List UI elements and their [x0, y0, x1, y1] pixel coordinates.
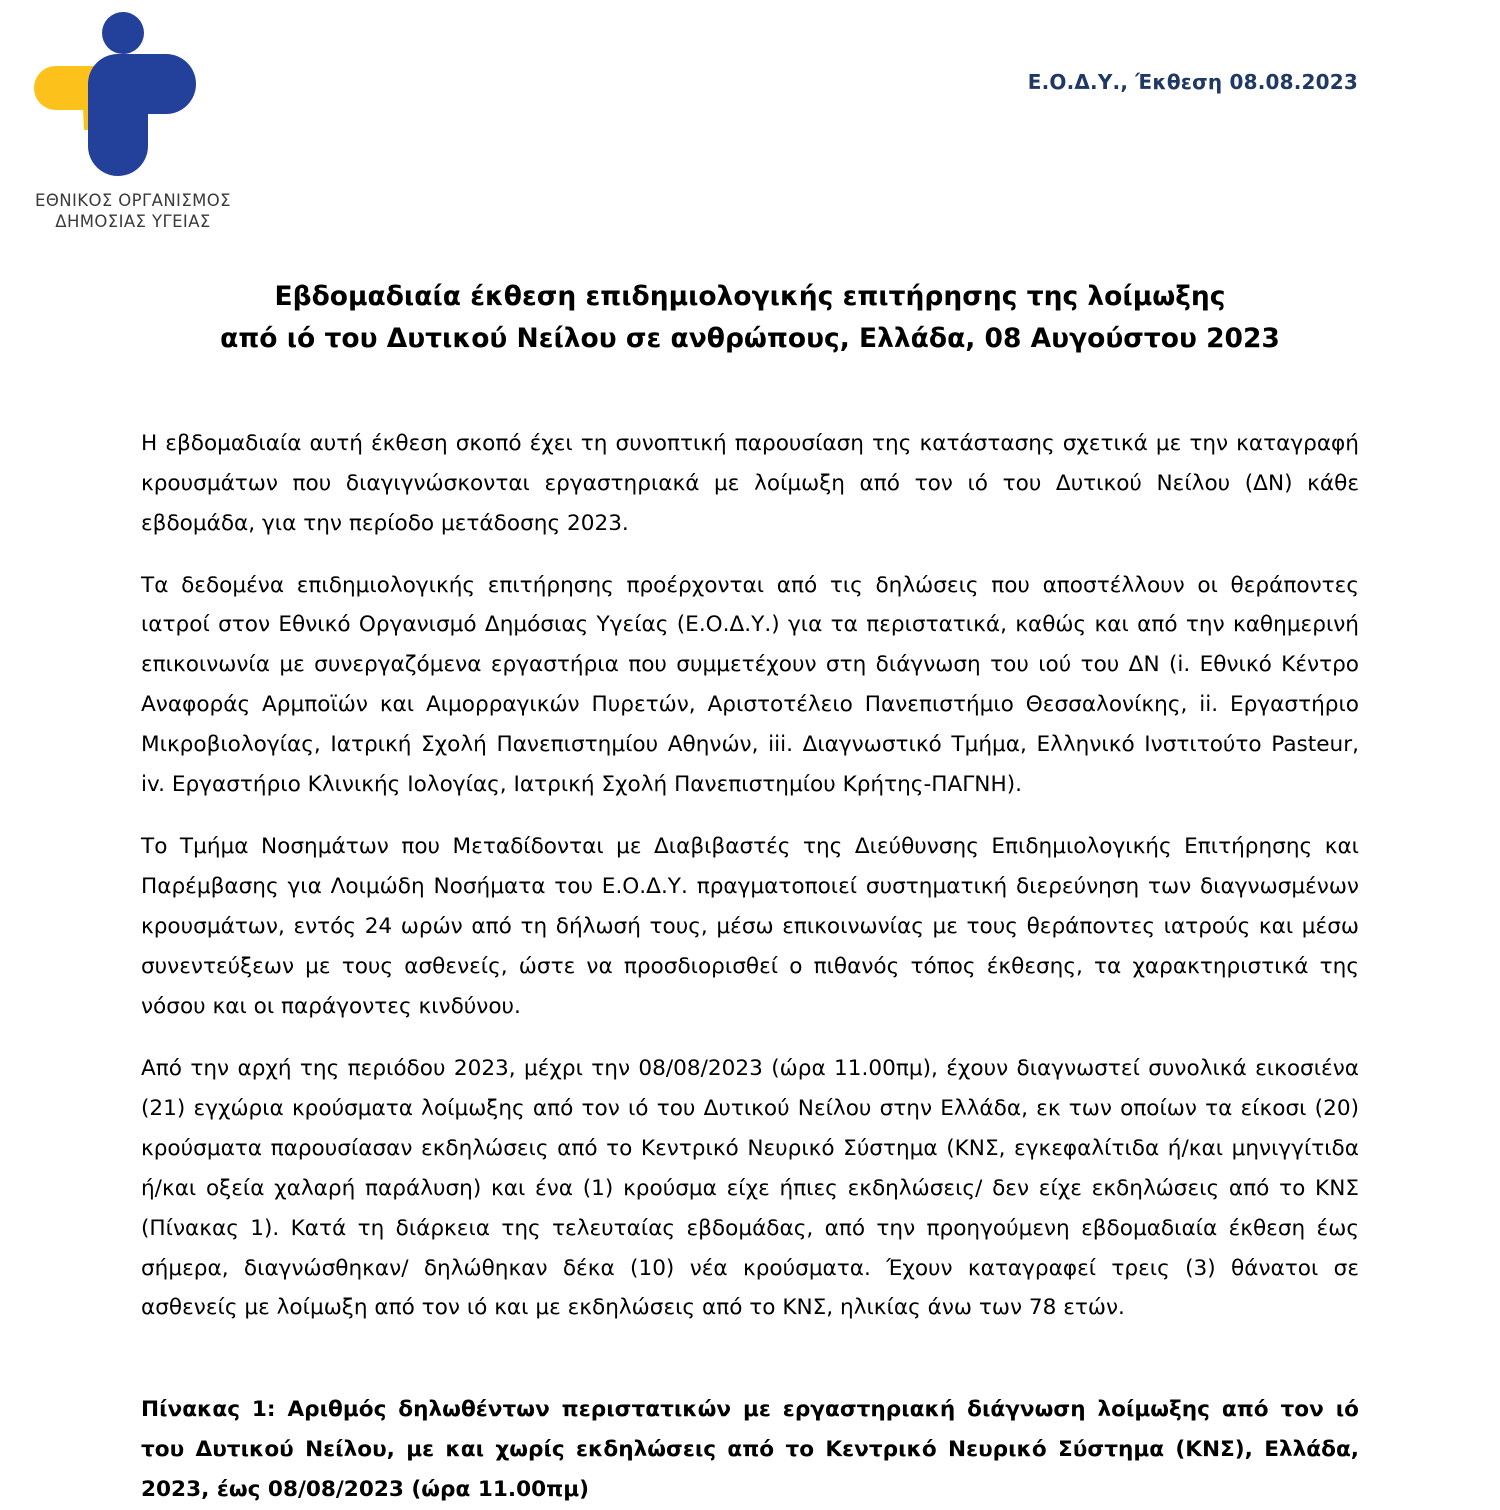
logo-organization-line2: ΔΗΜΟΣΙΑΣ ΥΓΕΙΑΣ	[55, 212, 211, 232]
eody-logo	[8, 8, 308, 258]
table-1-caption: Πίνακας 1: Αριθμός δηλωθέντων περιστατικών με εργαστηριακή διάγνωση λοίμωξης από τον ιό του Δυτικού Νείλου, με και χωρίς εκδηλώσεις από το Κεντρικό Νευρικό Σύστημα (ΚΝΣ), Ελλάδα, 2023, έως 08/08/2023 (ώρα 11.00πμ)	[141, 1397, 1359, 1503]
paragraph-case-summary: Από την αρχή της περιόδου 2023, μέχρι την 08/08/2023 (ώρα 11.00πμ), έχουν διαγνωστεί συνολικά εικοσιένα (21) εγχώρια κρούσματα λοίμωξης από τον ιό του Δυτικού Νείλου στην Ελλάδα, εκ των οποίων τα είκοσι (20) κρούσματα παρουσίασαν εκδηλώσεις από το Κεντρικό Νευρικό Σύστημα (ΚΝΣ, εγκεφαλίτιδα ή/και μηνιγγίτιδα ή/και οξεία χαλαρή παράλυση) και ένα (1) κρούσμα είχε ήπιες εκδηλώσεις/ δεν είχε εκδηλώσεις από το ΚΝΣ (Πίνακας 1). Κατά τη διάρκεια της τελευταίας εβδομάδας, από την προηγούμενη εβδομαδιαία έκθεση έως σήμερα, διαγνώσθηκαν/ δηλώθηκαν δέκα (10) νέα κρούσματα. Έχουν καταγραφεί τρεις (3) θάνατοι σε ασθενείς με λοίμωξη από τον ιό και με εκδηλώσεις από το ΚΝΣ, ηλικίας άνω των 78 ετών.	[141, 1055, 1359, 1321]
eody-logo-icon	[26, 8, 266, 188]
logo-organization-name	[8, 190, 258, 233]
paragraph-data-sources: Τα δεδομένα επιδημιολογικής επιτήρησης προέρχονται από τις δηλώσεις που αποστέλλουν οι θεράποντες ιατροί στον Εθνικό Οργανισμό Δημόσιας Υγείας (Ε.Ο.Δ.Υ.) για τα περιστατικά, καθώς και από την καθημερινή επικοινωνία με συνεργαζόμενα εργαστήρια που συμμετέχουν στη διάγνωση του ιού του ΔΝ (i. Εθνικό Κέντρο Αναφοράς Αρμποϊών και Αιμορραγικών Πυρετών, Αριστοτέλειο Πανεπιστήμιο Θεσσαλονίκης, ii. Εργαστήριο Μικροβιολογίας, Ιατρική Σχολή Πανεπιστημίου Αθηνών, iii. Διαγνωστικό Τμήμα, Ελληνικό Ινστιτούτο Pasteur, iv. Εργαστήριο Κλινικής Ιολογίας, Ιατρική Σχολή Πανεπιστημίου Κρήτης-ΠΑΓΝΗ).	[141, 572, 1359, 798]
logo-blue-body	[88, 54, 196, 176]
document-header	[0, 0, 1500, 258]
logo-organization-line1: ΕΘΝΙΚΟΣ ΟΡΓΑΝΙΣΜΟΣ	[35, 191, 231, 210]
page-title	[141, 276, 1359, 360]
paragraph-investigation: Το Τμήμα Νοσημάτων που Μεταδίδονται με Διαβιβαστές της Διεύθυνσης Επιδημιολογικής Επιτήρησης και Παρέμβασης για Λοιμώδη Νοσήματα του Ε.Ο.Δ.Υ. πραγματοποιεί συστηματική διερεύνηση των διαγνωσμένων κρουσμάτων, εντός 24 ωρών από τη δήλωσή τους, μέσω επικοινωνίας με τους θεράποντες ιατρούς και μέσω συνεντεύξεων με τους ασθενείς, ώστε να προσδιορισθεί ο πιθανός τόπος έκθεσης, τα χαρακτηριστικά της νόσου και οι παράγοντες κινδύνου.	[141, 834, 1359, 1019]
paragraph-intro: Η εβδομαδιαία αυτή έκθεση σκοπό έχει τη συνοπτική παρουσίαση της κατάστασης σχετικά με την καταγραφή κρουσμάτων που διαγιγνώσκονται εργαστηριακά με λοίμωξη από τον ιό του Δυτικού Νείλου (ΔΝ) κάθε εβδομάδα, για την περίοδο μετάδοσης 2023.	[141, 430, 1359, 536]
logo-head-circle	[102, 12, 144, 54]
logo-mark	[26, 8, 266, 188]
page-title-line1: Εβδομαδιαία έκθεση επιδημιολογικής επιτήρησης της λοίμωξης	[274, 281, 1226, 312]
page-title-line2: από ιό του Δυτικού Νείλου σε ανθρώπους, Ελλάδα, 08 Αυγούστου 2023	[220, 322, 1280, 354]
report-stamp: Ε.Ο.Δ.Υ., Έκθεση 08.08.2023	[1027, 70, 1358, 94]
document-body	[141, 360, 1359, 1510]
